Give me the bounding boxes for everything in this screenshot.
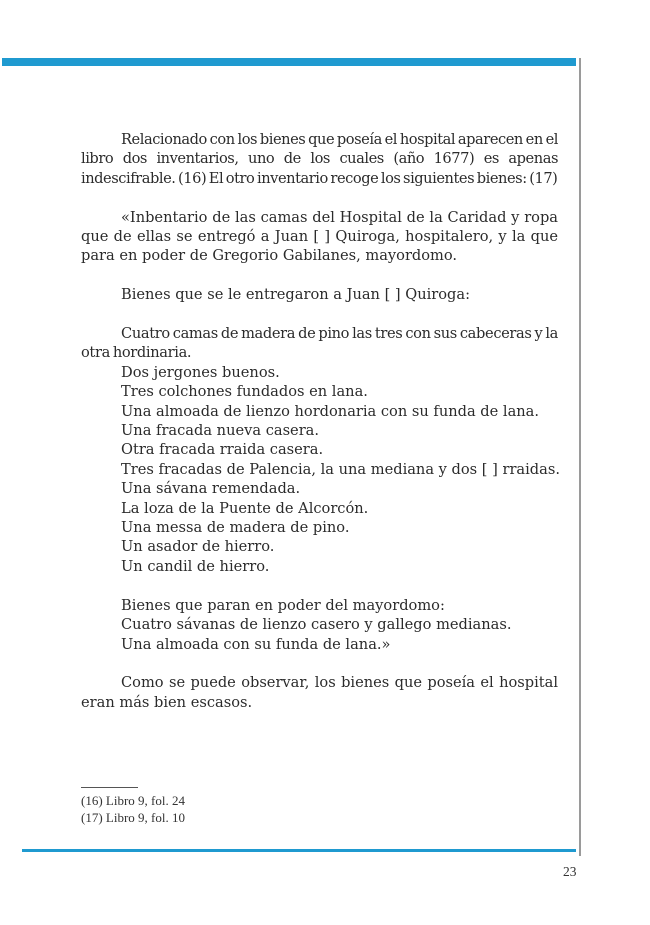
bottom-accent-bar [22, 849, 576, 852]
paragraph-inventories: Relacionado con los bienes que poseía el hospital aparecen en el libro dos inventarios, uno de los cuales (año 1677) es apenas indescifrable. (16) El otro inventario recoge los siguientes bienes: (17) [81, 131, 558, 187]
page-number: 23 [563, 864, 577, 879]
footnote-separator [81, 787, 138, 788]
paragraph-conclusion: Como se puede observar, los bienes que poseía el hospital eran más bien escasos. [81, 674, 558, 711]
footnote-16: (16) Libro 9, fol. 24 [81, 793, 185, 808]
paragraph-goods-juan: Bienes que se le entregaron a Juan [ ] Quiroga: [121, 286, 471, 304]
list-item: Otra fracada rraida casera. [121, 441, 324, 459]
footnote-17: (17) Libro 9, fol. 10 [81, 810, 185, 825]
list-item: Dos jergones buenos. [121, 363, 280, 381]
list-item: La loza de la Puente de Alcorcón. [121, 499, 369, 517]
list-item: Una almoada con su funda de lana.» [121, 635, 391, 653]
list-item: Cuatro sávanas de lienzo casero y gallego medianas. [121, 616, 512, 634]
list-item: Una sávana remendada. [121, 480, 301, 498]
list-item: Tres colchones fundados en lana. [121, 383, 368, 401]
list-item: Una messa de madera de pino. [121, 519, 350, 537]
mayordomo-heading: Bienes que paran en poder del mayordomo: [121, 596, 445, 614]
page-body [81, 130, 558, 712]
list-item: Un asador de hierro. [121, 538, 275, 556]
list-item: Tres fracadas de Palencia, la una mediana y dos [ ] rraidas. [121, 460, 560, 478]
paragraph-inventory-title: «Inbentario de las camas del Hospital de la Caridad y ropa que de ellas se entregó a Juan [ ] Quiroga, hospitalero, y la que para en poder de Gregorio Gabilanes, mayordomo. [81, 208, 558, 265]
paragraph-beds: Cuatro camas de madera de pino las tres con sus cabeceras y la otra hordinaria. [81, 325, 558, 362]
right-margin-rule [579, 58, 581, 856]
top-accent-bar [2, 58, 576, 66]
footnotes [81, 792, 185, 826]
list-item: Una fracada nueva casera. [121, 422, 320, 440]
list-item: Una almoada de lienzo hordonaria con su funda de lana. [121, 402, 540, 420]
list-item: Un candil de hierro. [121, 557, 270, 575]
